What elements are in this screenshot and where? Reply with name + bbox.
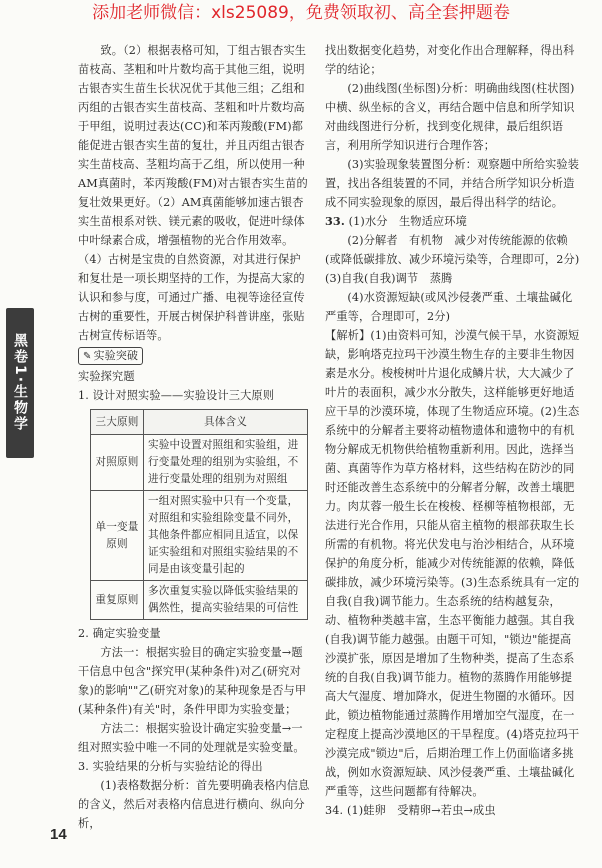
principles-table	[90, 409, 308, 620]
section-title: 实验探究题	[78, 370, 135, 383]
principle-name: 重复原则	[91, 581, 144, 620]
item-heading-1: 1. 设计对照实验——实验设计三大原则	[78, 389, 275, 402]
table-header-row	[91, 410, 308, 435]
continued-text: 找出数据变化趋势，对变化作出合理解释，得出科学的结论；	[325, 44, 575, 76]
badge-label: 实验突破	[93, 349, 139, 362]
apparatus-analysis: (3)实验现象装置图分析：观察题中所给实验装置，找出各组装置的不同，并结合所学知识分析造成不同实验现象的原因，最后得出科学的结论。	[325, 158, 580, 209]
principle-name: 单一变量原则	[91, 491, 144, 581]
table-row	[91, 491, 308, 581]
principle-name: 对照原则	[91, 435, 144, 491]
left-column	[78, 41, 310, 833]
principle-desc: 一组对照实验中只有一个变量，对照组和实验组除变量不同外，其他条件都应相同且适宜，以保证实验组和对照组实验结果的不同是由该变量引起的	[144, 491, 308, 581]
curve-analysis: (2)曲线图(坐标图)分析：明确曲线图(柱状图)中横、纵坐标的含义，再结合题中信息和所学知识对曲线图进行分析，找到变化规律，最后组织语言，利用所学知识进行合理作答；	[325, 82, 575, 152]
analysis-33: 【解析】(1)由资料可知，沙漠气候干旱，水资源短缺，影响塔克拉玛干沙漠生物生存的主要非生物因素是水分。梭梭树叶片退化成鳞片状，大大减少了叶片的表面积，减少水分散失，这样能够更好地适应干旱的沙漠环境，体现了生物适应环境。(2)生态系统中的分解者主要将动植物遗体和遗物中的有机物分解成无机物供给植物重新利用。因此，选择当菌、真菌等作为草方格材料，这些结构在防沙的同时还能改善生态系统中的分解者分解，改善土壤肥力。肉苁蓉一般生长在梭梭、柽柳等植物根部，无法进行光合作用，只能从宿主植物的根部获取生长所需的有机物。将光伏发电与治沙相结合，从环境保护的角度分析，能减少对传统能源的依赖，降低碳排放，减少环境污染等。(3)生态系统具有一定的自我(自我)调节能力。生态系统的结构越复杂，动、植物种类越丰富，生态平衡能力越强。其自我(自我)调节能力越强。由题干可知，"锁边"能提高沙漠扩张，原因是增加了生物种类，提高了生态系统的自我(自我)调节能力。植物的蒸腾作用能够提高大气湿度、增加降水，促进生物圈的水循环。因此，锁边植物能通过蒸腾作用增加空气湿度，在一定程度上提高沙漠地区的干旱程度。(4)塔克拉玛干沙漠完成"锁边"后，后期治理工作上仍面临诸多挑战，例如水资源短缺、风沙侵袭严重、土壤盐碱化严重等，这些问题都有待解决。	[325, 329, 580, 798]
item-heading-3: 3. 实验结果的分析与实验结论的得出	[78, 760, 263, 773]
side-tab: 黑卷1·生物学	[6, 308, 34, 458]
right-column	[325, 41, 591, 820]
answer-33-3: (4)水资源短缺(或风沙侵袭严重、土壤盐碱化严重等，合理即可，2分)	[325, 291, 573, 323]
table-row	[91, 581, 308, 620]
principle-desc: 实验中设置对照组和实验组，进行变量处理的组别为实验组，不进行变量处理的组别为对照组	[144, 435, 308, 491]
section-badge	[78, 347, 143, 365]
table-header: 具体含义	[144, 410, 308, 435]
page-number: 14	[50, 826, 67, 843]
pen-icon: ✎	[83, 351, 92, 362]
promo-banner: 添加老师微信：xls25089，免费领取初、高全套押题卷	[92, 3, 510, 23]
method-one: 方法一：根据实验目的确定实验变量→题干信息中包含"探究甲(某种条件)对乙(研究对象)的影响""乙(研究对象)的某种现象是否与甲(某种条件)有关"时，条件甲即为实验变量；	[78, 646, 307, 716]
item-heading-2: 2. 确定实验变量	[78, 627, 161, 640]
answer-34: 34. (1)蛙卵 受精卵→若虫→成虫	[325, 804, 496, 817]
result-analysis-1: (1)表格数据分析：首先要明确表格内信息的含义，然后对表格内信息进行横向、纵向分析，	[78, 779, 310, 830]
answer-paragraph: 致。（2）根据表格可知，丁组古银杏实生苗枝高、茎粗和叶片数均高于其他三组，说明古银杏实生苗生长状况优于其他三组；乙组和丙组的古银杏实生苗枝高、茎粗和叶片数均高于甲组，说明过表达(CC)和苯丙羧酸(FM)都能促进古银杏实生苗的复壮，并且丙组古银杏实生苗枝高、茎粗均高于乙组，所以使用一种AM真菌时，苯丙羧酸(FM)对古银杏实生苗的复壮效果更好。（2）AM真菌能够加速古银杏实生苗根系对铁、镁元素的吸收，促进叶绿体中叶绿素合成，增强植物的光合作用效率。（4）古树是宝贵的自然资源，对其进行保护和复壮是一项长期坚持的工作，为提高大家的认识和参与度，可通过广播、电视等途径宣传古树的重要性，开展古树保护科普讲座，张贴古树宣传标语等。	[78, 44, 308, 342]
table-row	[91, 435, 308, 491]
principle-desc: 多次重复实验以降低实验结果的偶然性，提高实验结果的可信性	[144, 581, 308, 620]
answer-33-2: (2)分解者 有机物 减少对传统能源的依赖(或降低碳排放、减少环境污染等，合理即可，2分) (3)自我(自我)调节 蒸腾	[325, 234, 591, 285]
question-33	[325, 212, 582, 231]
answer-33-1: (1)水分 生物适应环境	[348, 215, 467, 228]
question-number: 33.	[325, 214, 345, 228]
table-header: 三大原则	[91, 410, 144, 435]
method-two: 方法二：根据实验设计确定实验变量→一组对照实验中唯一不同的处理就是实验变量。	[78, 722, 305, 754]
